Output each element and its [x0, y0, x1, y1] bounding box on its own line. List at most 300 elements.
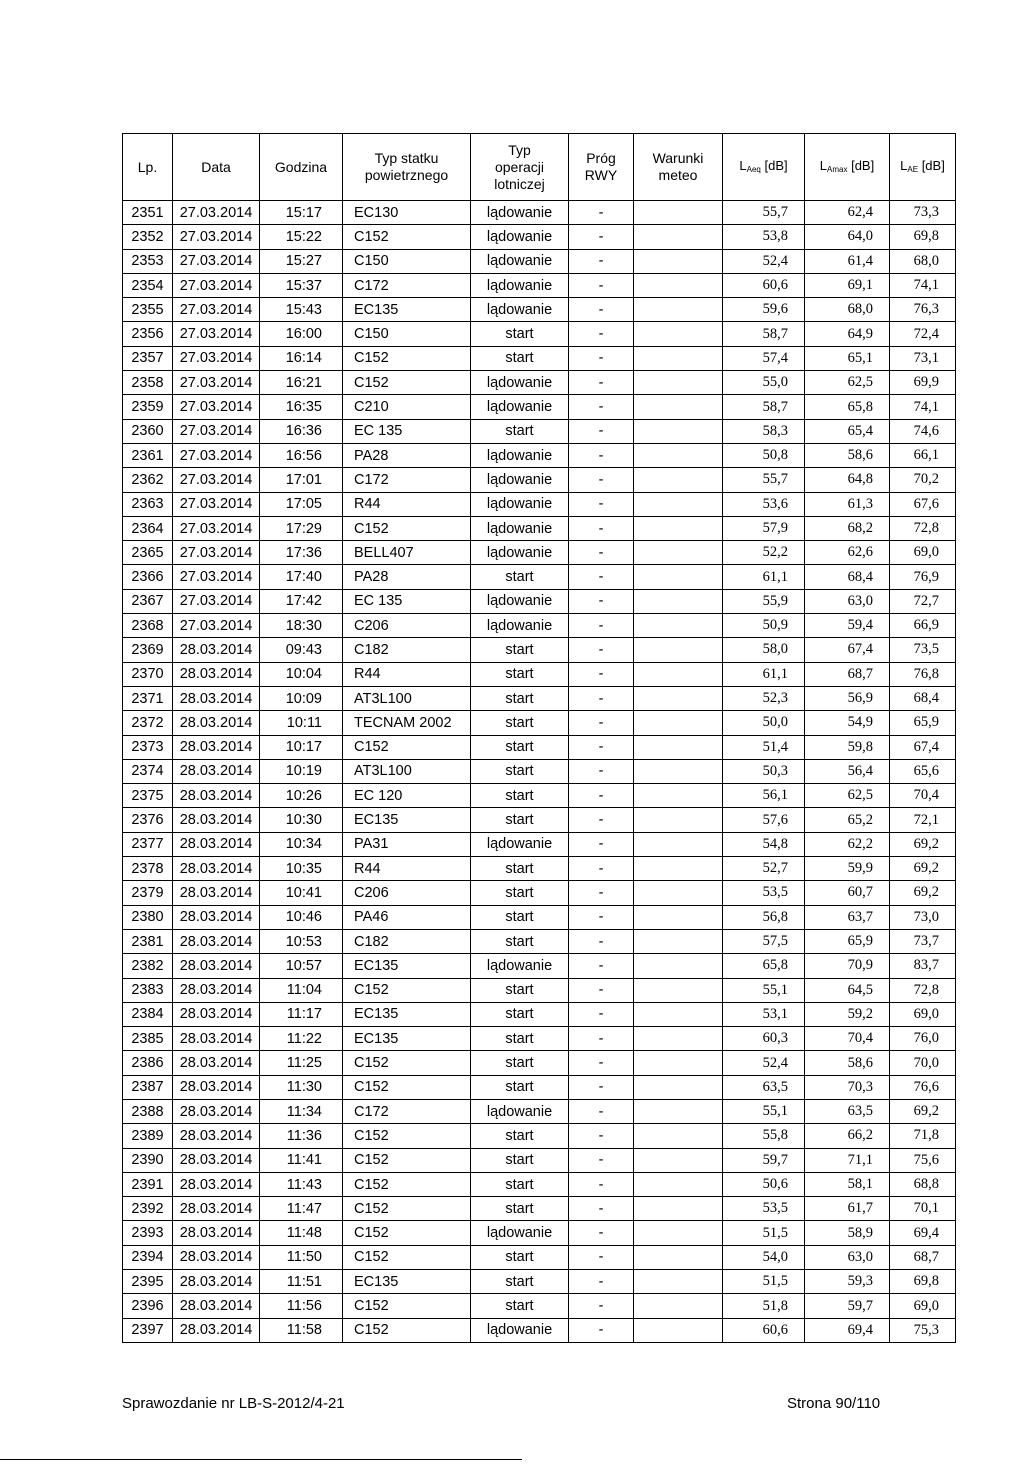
header-laeq [723, 134, 805, 201]
cell-weather [634, 1002, 723, 1026]
cell-date: 27.03.2014 [173, 589, 260, 613]
cell-lamax: 64,5 [805, 978, 890, 1002]
cell-date: 28.03.2014 [173, 832, 260, 856]
cell-runway: - [569, 978, 634, 1002]
cell-laeq: 55,8 [723, 1124, 805, 1148]
cell-time: 10:09 [260, 686, 343, 710]
cell-operation-type: lądowanie [471, 516, 569, 540]
cell-lamax: 54,9 [805, 711, 890, 735]
cell-date: 28.03.2014 [173, 1270, 260, 1294]
cell-lp: 2354 [123, 273, 173, 297]
cell-lp: 2393 [123, 1221, 173, 1245]
cell-lae: 66,1 [890, 443, 956, 467]
cell-weather [634, 929, 723, 953]
cell-time: 11:48 [260, 1221, 343, 1245]
cell-aircraft-type: AT3L100 [343, 686, 471, 710]
table-row [123, 273, 956, 297]
cell-lp: 2386 [123, 1051, 173, 1075]
table-row [123, 419, 956, 443]
cell-time: 16:36 [260, 419, 343, 443]
cell-laeq: 56,1 [723, 784, 805, 808]
cell-aircraft-type: EC 135 [343, 589, 471, 613]
cell-operation-type: start [471, 881, 569, 905]
cell-time: 10:57 [260, 954, 343, 978]
cell-lae: 68,7 [890, 1245, 956, 1269]
cell-laeq: 58,7 [723, 395, 805, 419]
cell-operation-type: start [471, 1270, 569, 1294]
cell-aircraft-type: C172 [343, 273, 471, 297]
table-row [123, 589, 956, 613]
cell-laeq: 61,1 [723, 662, 805, 686]
cell-runway: - [569, 929, 634, 953]
cell-lamax: 58,6 [805, 1051, 890, 1075]
table-row [123, 1270, 956, 1294]
cell-runway: - [569, 419, 634, 443]
cell-lp: 2364 [123, 516, 173, 540]
header-laeq-sub: Aeq [746, 164, 761, 174]
cell-operation-type: start [471, 759, 569, 783]
cell-aircraft-type: PA28 [343, 565, 471, 589]
cell-runway: - [569, 298, 634, 322]
cell-lp: 2375 [123, 784, 173, 808]
cell-weather [634, 565, 723, 589]
cell-time: 16:00 [260, 322, 343, 346]
cell-time: 11:43 [260, 1172, 343, 1196]
cell-lae: 69,0 [890, 541, 956, 565]
cell-lamax: 69,4 [805, 1318, 890, 1342]
table-row [123, 808, 956, 832]
table-row [123, 954, 956, 978]
cell-date: 28.03.2014 [173, 1051, 260, 1075]
cell-time: 15:17 [260, 201, 343, 225]
cell-lp: 2384 [123, 1002, 173, 1026]
table-row [123, 929, 956, 953]
cell-aircraft-type: EC135 [343, 298, 471, 322]
cell-laeq: 59,6 [723, 298, 805, 322]
cell-lae: 67,6 [890, 492, 956, 516]
header-runway-line-1: Próg [586, 150, 616, 166]
cell-lamax: 61,3 [805, 492, 890, 516]
cell-runway: - [569, 589, 634, 613]
cell-lp: 2356 [123, 322, 173, 346]
cell-date: 27.03.2014 [173, 565, 260, 589]
cell-runway: - [569, 954, 634, 978]
cell-lp: 2378 [123, 857, 173, 881]
cell-lp: 2389 [123, 1124, 173, 1148]
cell-operation-type: start [471, 1245, 569, 1269]
cell-laeq: 65,8 [723, 954, 805, 978]
cell-lae: 69,2 [890, 832, 956, 856]
cell-lae: 69,0 [890, 1002, 956, 1026]
cell-lp: 2383 [123, 978, 173, 1002]
cell-time: 10:30 [260, 808, 343, 832]
cell-runway: - [569, 468, 634, 492]
cell-lae: 73,7 [890, 929, 956, 953]
cell-lp: 2370 [123, 662, 173, 686]
table-row [123, 541, 956, 565]
cell-lp: 2395 [123, 1270, 173, 1294]
cell-weather [634, 1221, 723, 1245]
table-row [123, 1051, 956, 1075]
cell-time: 11:50 [260, 1245, 343, 1269]
cell-weather [634, 857, 723, 881]
cell-lamax: 62,2 [805, 832, 890, 856]
cell-laeq: 55,1 [723, 978, 805, 1002]
cell-aircraft-type: TECNAM 2002 [343, 711, 471, 735]
cell-lae: 68,8 [890, 1172, 956, 1196]
cell-weather [634, 638, 723, 662]
cell-lp: 2361 [123, 443, 173, 467]
cell-date: 28.03.2014 [173, 1294, 260, 1318]
cell-weather [634, 298, 723, 322]
cell-lae: 83,7 [890, 954, 956, 978]
cell-weather [634, 1245, 723, 1269]
cell-laeq: 61,1 [723, 565, 805, 589]
table-row [123, 735, 956, 759]
cell-runway: - [569, 565, 634, 589]
cell-aircraft-type: EC135 [343, 1270, 471, 1294]
cell-operation-type: start [471, 735, 569, 759]
cell-operation-type: start [471, 1002, 569, 1026]
table-row [123, 492, 956, 516]
cell-lamax: 65,9 [805, 929, 890, 953]
cell-weather [634, 1318, 723, 1342]
cell-aircraft-type: C150 [343, 322, 471, 346]
table-row [123, 443, 956, 467]
cell-date: 28.03.2014 [173, 1148, 260, 1172]
header-lae-unit: [dB] [918, 157, 945, 173]
cell-lamax: 59,4 [805, 614, 890, 638]
cell-time: 11:56 [260, 1294, 343, 1318]
cell-weather [634, 273, 723, 297]
cell-time: 17:29 [260, 516, 343, 540]
cell-laeq: 51,8 [723, 1294, 805, 1318]
cell-weather [634, 832, 723, 856]
cell-operation-type: lądowanie [471, 614, 569, 638]
cell-date: 27.03.2014 [173, 614, 260, 638]
cell-lae: 73,1 [890, 346, 956, 370]
cell-operation-type: lądowanie [471, 541, 569, 565]
cell-lamax: 63,7 [805, 905, 890, 929]
header-aircraft-line-1: Typ statku [374, 150, 439, 166]
cell-date: 28.03.2014 [173, 978, 260, 1002]
cell-lp: 2351 [123, 201, 173, 225]
cell-aircraft-type: C152 [343, 371, 471, 395]
cell-lp: 2376 [123, 808, 173, 832]
cell-operation-type: start [471, 322, 569, 346]
cell-time: 10:11 [260, 711, 343, 735]
cell-aircraft-type: C150 [343, 249, 471, 273]
cell-laeq: 50,0 [723, 711, 805, 735]
cell-time: 11:22 [260, 1027, 343, 1051]
header-date: Data [173, 134, 260, 201]
cell-lamax: 68,2 [805, 516, 890, 540]
table-row [123, 1148, 956, 1172]
cell-lae: 65,6 [890, 759, 956, 783]
cell-laeq: 63,5 [723, 1075, 805, 1099]
table-header [123, 134, 956, 201]
cell-weather [634, 346, 723, 370]
cell-date: 28.03.2014 [173, 1221, 260, 1245]
cell-laeq: 55,0 [723, 371, 805, 395]
header-lae [890, 134, 956, 201]
cell-weather [634, 225, 723, 249]
cell-lp: 2365 [123, 541, 173, 565]
cell-time: 17:01 [260, 468, 343, 492]
cell-lamax: 70,3 [805, 1075, 890, 1099]
cell-aircraft-type: C152 [343, 346, 471, 370]
cell-time: 16:35 [260, 395, 343, 419]
cell-lp: 2379 [123, 881, 173, 905]
cell-runway: - [569, 395, 634, 419]
cell-weather [634, 881, 723, 905]
table-row [123, 881, 956, 905]
header-aircraft-line-2: powietrznego [364, 167, 449, 183]
cell-date: 28.03.2014 [173, 784, 260, 808]
cell-lamax: 67,4 [805, 638, 890, 662]
cell-lae: 70,2 [890, 468, 956, 492]
cell-lae: 70,0 [890, 1051, 956, 1075]
cell-runway: - [569, 249, 634, 273]
cell-lamax: 58,9 [805, 1221, 890, 1245]
cell-aircraft-type: EC130 [343, 201, 471, 225]
cell-aircraft-type: C206 [343, 881, 471, 905]
cell-lae: 66,9 [890, 614, 956, 638]
cell-time: 17:40 [260, 565, 343, 589]
cell-time: 10:26 [260, 784, 343, 808]
cell-aircraft-type: C172 [343, 1099, 471, 1123]
cell-operation-type: start [471, 1051, 569, 1075]
cell-runway: - [569, 1148, 634, 1172]
cell-runway: - [569, 1197, 634, 1221]
cell-runway: - [569, 759, 634, 783]
cell-lamax: 62,4 [805, 201, 890, 225]
table-row [123, 711, 956, 735]
cell-time: 11:47 [260, 1197, 343, 1221]
cell-weather [634, 711, 723, 735]
cell-weather [634, 1075, 723, 1099]
cell-lp: 2371 [123, 686, 173, 710]
cell-lp: 2369 [123, 638, 173, 662]
cell-weather [634, 662, 723, 686]
cell-lae: 75,3 [890, 1318, 956, 1342]
cell-lamax: 68,4 [805, 565, 890, 589]
cell-time: 10:53 [260, 929, 343, 953]
cell-runway: - [569, 225, 634, 249]
cell-time: 10:17 [260, 735, 343, 759]
table-row [123, 662, 956, 686]
cell-lamax: 63,5 [805, 1099, 890, 1123]
cell-operation-type: start [471, 711, 569, 735]
cell-date: 27.03.2014 [173, 273, 260, 297]
cell-time: 10:46 [260, 905, 343, 929]
cell-aircraft-type: R44 [343, 662, 471, 686]
cell-date: 27.03.2014 [173, 249, 260, 273]
cell-lae: 70,4 [890, 784, 956, 808]
cell-laeq: 58,0 [723, 638, 805, 662]
cell-lamax: 61,4 [805, 249, 890, 273]
header-lp: Lp. [123, 134, 173, 201]
header-operation-type [471, 134, 569, 201]
cell-lp: 2380 [123, 905, 173, 929]
header-runway-line-2: RWY [584, 167, 618, 183]
cell-lae: 69,8 [890, 1270, 956, 1294]
header-operation-line-3: lotniczej [494, 175, 545, 192]
cell-time: 16:56 [260, 443, 343, 467]
cell-lp: 2352 [123, 225, 173, 249]
table-row [123, 225, 956, 249]
cell-aircraft-type: C152 [343, 1221, 471, 1245]
cell-runway: - [569, 686, 634, 710]
cell-date: 28.03.2014 [173, 1075, 260, 1099]
table-row [123, 395, 956, 419]
cell-operation-type: lądowanie [471, 1099, 569, 1123]
cell-lamax: 63,0 [805, 589, 890, 613]
cell-time: 17:36 [260, 541, 343, 565]
cell-laeq: 52,4 [723, 249, 805, 273]
cell-runway: - [569, 808, 634, 832]
cell-lae: 72,8 [890, 516, 956, 540]
cell-lamax: 65,2 [805, 808, 890, 832]
cell-lae: 73,5 [890, 638, 956, 662]
cell-operation-type: lądowanie [471, 492, 569, 516]
table-row [123, 468, 956, 492]
table-row [123, 298, 956, 322]
cell-laeq: 53,5 [723, 881, 805, 905]
cell-date: 28.03.2014 [173, 759, 260, 783]
header-laeq-unit: [dB] [760, 157, 788, 173]
cell-runway: - [569, 735, 634, 759]
cell-operation-type: start [471, 905, 569, 929]
cell-weather [634, 735, 723, 759]
cell-lamax: 58,1 [805, 1172, 890, 1196]
header-time: Godzina [260, 134, 343, 201]
cell-runway: - [569, 1124, 634, 1148]
cell-date: 27.03.2014 [173, 225, 260, 249]
cell-date: 28.03.2014 [173, 1002, 260, 1026]
cell-weather [634, 954, 723, 978]
cell-lp: 2385 [123, 1027, 173, 1051]
cell-operation-type: lądowanie [471, 371, 569, 395]
report-number: Sprawozdanie nr LB-S-2012/4-21 [122, 1395, 345, 1412]
cell-runway: - [569, 201, 634, 225]
cell-laeq: 53,8 [723, 225, 805, 249]
cell-runway: - [569, 1172, 634, 1196]
cell-lamax: 56,9 [805, 686, 890, 710]
cell-laeq: 56,8 [723, 905, 805, 929]
cell-runway: - [569, 322, 634, 346]
cell-runway: - [569, 881, 634, 905]
cell-lamax: 71,1 [805, 1148, 890, 1172]
cell-laeq: 52,4 [723, 1051, 805, 1075]
table-row [123, 516, 956, 540]
cell-weather [634, 686, 723, 710]
cell-laeq: 57,9 [723, 516, 805, 540]
cell-operation-type: start [471, 346, 569, 370]
cell-runway: - [569, 346, 634, 370]
cell-aircraft-type: EC 120 [343, 784, 471, 808]
table-row [123, 346, 956, 370]
cell-lp: 2397 [123, 1318, 173, 1342]
table-row [123, 1221, 956, 1245]
cell-laeq: 52,2 [723, 541, 805, 565]
cell-laeq: 50,8 [723, 443, 805, 467]
cell-time: 11:51 [260, 1270, 343, 1294]
table-row [123, 614, 956, 638]
cell-laeq: 53,6 [723, 492, 805, 516]
cell-lamax: 64,0 [805, 225, 890, 249]
cell-lp: 2355 [123, 298, 173, 322]
cell-time: 16:14 [260, 346, 343, 370]
cell-lp: 2357 [123, 346, 173, 370]
cell-operation-type: lądowanie [471, 225, 569, 249]
cell-operation-type: start [471, 1197, 569, 1221]
cell-lamax: 62,5 [805, 371, 890, 395]
cell-runway: - [569, 784, 634, 808]
header-weather-line-1: Warunki [652, 150, 704, 166]
cell-aircraft-type: R44 [343, 857, 471, 881]
cell-date: 27.03.2014 [173, 298, 260, 322]
cell-aircraft-type: C152 [343, 1172, 471, 1196]
cell-weather [634, 249, 723, 273]
cell-runway: - [569, 492, 634, 516]
cell-runway: - [569, 516, 634, 540]
cell-aircraft-type: BELL407 [343, 541, 471, 565]
table-row [123, 1075, 956, 1099]
cell-weather [634, 1270, 723, 1294]
table-row [123, 978, 956, 1002]
cell-lae: 67,4 [890, 735, 956, 759]
cell-runway: - [569, 371, 634, 395]
cell-laeq: 54,0 [723, 1245, 805, 1269]
cell-operation-type: lądowanie [471, 298, 569, 322]
cell-time: 18:30 [260, 614, 343, 638]
cell-operation-type: start [471, 419, 569, 443]
cell-time: 09:43 [260, 638, 343, 662]
cell-date: 28.03.2014 [173, 735, 260, 759]
cell-lamax: 68,7 [805, 662, 890, 686]
cell-weather [634, 784, 723, 808]
cell-operation-type: lądowanie [471, 201, 569, 225]
cell-aircraft-type: C152 [343, 516, 471, 540]
cell-time: 10:04 [260, 662, 343, 686]
cell-lae: 74,1 [890, 395, 956, 419]
cell-date: 28.03.2014 [173, 1197, 260, 1221]
cell-runway: - [569, 1294, 634, 1318]
table-row [123, 565, 956, 589]
cell-operation-type: start [471, 808, 569, 832]
table-row [123, 322, 956, 346]
cell-operation-type: start [471, 1075, 569, 1099]
cell-time: 15:22 [260, 225, 343, 249]
cell-aircraft-type: C182 [343, 638, 471, 662]
cell-date: 28.03.2014 [173, 1099, 260, 1123]
cell-operation-type: lądowanie [471, 1221, 569, 1245]
cell-laeq: 57,4 [723, 346, 805, 370]
cell-weather [634, 322, 723, 346]
table-row [123, 1172, 956, 1196]
cell-date: 27.03.2014 [173, 201, 260, 225]
cell-operation-type: lądowanie [471, 249, 569, 273]
cell-aircraft-type: R44 [343, 492, 471, 516]
cell-weather [634, 443, 723, 467]
cell-runway: - [569, 662, 634, 686]
cell-weather [634, 201, 723, 225]
cell-time: 11:04 [260, 978, 343, 1002]
cell-runway: - [569, 443, 634, 467]
cell-operation-type: lądowanie [471, 468, 569, 492]
cell-lamax: 65,8 [805, 395, 890, 419]
